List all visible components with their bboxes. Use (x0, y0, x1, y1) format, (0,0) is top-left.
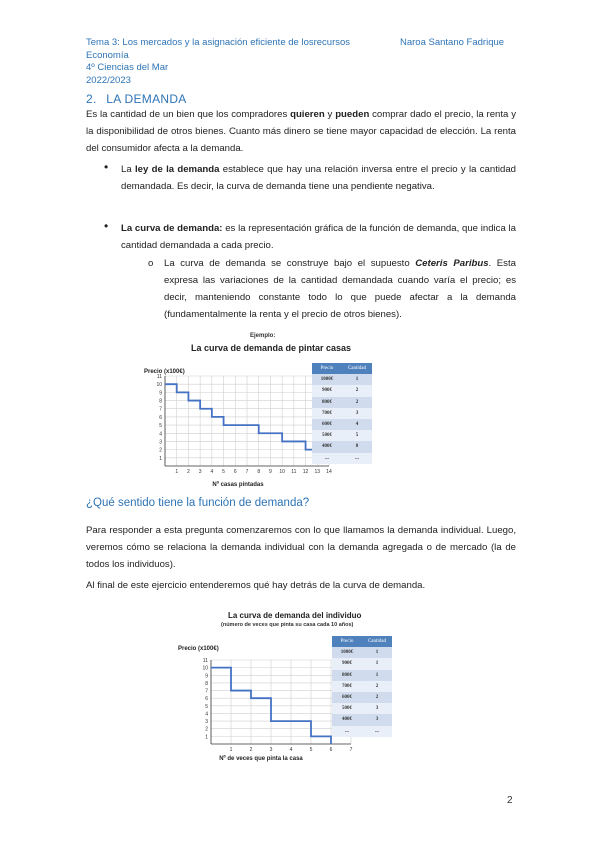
subbullet-ceteris-paribus (164, 255, 516, 323)
x-tick-label: 12 (302, 469, 309, 475)
intro-text: comprar dado el precio, la renta y la disponibilidad de otros bienes. Cuanto más dinero se tiene mayor capacidad de elección. La renta del consumidor afecta a la demanda. (86, 109, 516, 154)
x-tick-label: 13 (314, 469, 321, 475)
table-cell: 800€ (332, 670, 362, 681)
demand-curve-line (165, 384, 317, 458)
table-row (312, 453, 372, 464)
y-tick-label: 1 (205, 734, 208, 741)
y-tick-label: 7 (205, 688, 208, 695)
subbullet-text: . Esta expresa las variaciones de la cantidad demandada cuando varía el precio; es decir, manteniendo constante todo lo que puede afectar a la demanda (fundamentalmente la renta y el precio de otros bienes). (164, 258, 516, 320)
table-row (332, 726, 392, 737)
table-row (312, 430, 372, 441)
figure-1-table (312, 363, 372, 464)
y-tick-label: 9 (159, 390, 162, 397)
x-tick-label: 1 (175, 469, 179, 475)
header-course: Economía (86, 49, 129, 61)
intro-text: y (324, 109, 336, 120)
table-header-cell: Cantidad (342, 363, 372, 374)
table-header-cell: Precio (332, 636, 362, 647)
header-author: Naroa Santano Fadrique (400, 37, 505, 48)
y-tick-label: 5 (205, 703, 208, 710)
header-subject: Tema 3: Los mercados y la asignación eficiente de losrecursos (86, 37, 351, 48)
section-title: LA DEMANDA (106, 92, 187, 106)
y-tick-label: 7 (159, 406, 162, 413)
table-cell: 900€ (312, 385, 342, 396)
y-tick-label: 6 (159, 414, 162, 421)
paragraph-conclusion: Al final de este ejercicio entenderemos qué hay detrás de la curva de demanda. (86, 580, 426, 591)
x-tick-label: 5 (309, 747, 313, 753)
bullet-text: es la representación gráfica de la función de demanda, que indica la cantidad demandada a cada precio. (121, 223, 516, 251)
table-row (312, 385, 372, 396)
bullet-dot: • (104, 160, 109, 174)
intro-paragraph (86, 106, 516, 157)
table-row (332, 692, 392, 703)
y-axis-label: Precio (x100€) (178, 646, 219, 652)
figure-1-subtitle: Ejemplo: (250, 333, 276, 339)
table-row (332, 714, 392, 725)
table-cell: 4 (342, 419, 372, 430)
x-tick-label: 6 (329, 747, 333, 753)
x-tick-label: 6 (233, 469, 237, 475)
figure-2-subtitle: (número de veces que pinta su casa cada 10 años) (221, 622, 354, 628)
figure-2-title: La curva de demanda del individuo (228, 611, 362, 620)
x-tick-label: 3 (198, 469, 202, 475)
intro-bold-pueden: pueden (335, 109, 370, 120)
table-header-row (312, 363, 372, 374)
y-tick-label: 4 (159, 431, 162, 438)
table-row (312, 441, 372, 452)
section-number: 2. (86, 92, 97, 106)
subbullet-text: La curva de demanda se construye bajo el supuesto (164, 258, 416, 269)
figure-1-title: La curva de demanda de pintar casas (191, 343, 352, 353)
table-cell: ... (332, 726, 362, 737)
table-cell: 700€ (312, 408, 342, 419)
table-cell: 1000€ (332, 647, 362, 658)
table-row (332, 703, 392, 714)
y-tick-label: 6 (205, 696, 208, 703)
x-tick-label: 5 (222, 469, 225, 475)
table-cell: 500€ (332, 703, 362, 714)
table-cell: 1 (362, 670, 392, 681)
x-tick-label: 4 (289, 747, 293, 753)
y-tick-label: 1 (159, 455, 162, 462)
table-header-cell: Cantidad (362, 636, 392, 647)
table-cell: 1000€ (312, 374, 342, 385)
x-tick-label: 10 (279, 469, 285, 475)
y-tick-label: 11 (202, 658, 208, 664)
y-axis-label: Precio (x100€) (144, 369, 185, 375)
intro-bold-quieren: quieren (290, 109, 325, 120)
page-number: 2 (507, 795, 513, 806)
bullet-dot: • (104, 219, 109, 233)
x-tick-label: 9 (269, 469, 272, 475)
section-heading (86, 92, 187, 106)
question-heading: ¿Qué sentido tiene la función de demanda? (86, 497, 310, 509)
table-cell: 900€ (332, 658, 362, 669)
table-cell: 400€ (332, 714, 362, 725)
y-tick-label: 3 (159, 439, 162, 446)
y-tick-label: 5 (159, 423, 162, 430)
table-cell: 2 (342, 397, 372, 408)
figure-1-chart (140, 362, 340, 494)
table-cell: ... (362, 726, 392, 737)
subbullet-bold: Ceteris Paribus (415, 258, 489, 269)
y-tick-label: 9 (205, 673, 208, 680)
table-cell: 400€ (312, 441, 342, 452)
bullet-text: La (121, 164, 135, 175)
table-cell: 700€ (332, 681, 362, 692)
table-cell: 600€ (332, 692, 362, 703)
table-cell: 1 (362, 647, 392, 658)
bullet-bold: ley de la demanda (134, 164, 220, 175)
figure-2-table (332, 636, 392, 737)
y-tick-label: 8 (159, 398, 162, 405)
x-axis-label: Nº de veces que pinta la casa (219, 756, 303, 762)
table-cell: 3 (362, 714, 392, 725)
x-tick-label: 14 (326, 469, 332, 475)
x-axis-label: Nº casas pintadas (212, 482, 264, 488)
header-year: 2022/2023 (86, 74, 131, 86)
table-header-row (332, 636, 392, 647)
table-cell: 800€ (312, 397, 342, 408)
table-cell: 2 (362, 681, 392, 692)
table-cell: 1 (342, 374, 372, 385)
y-tick-label: 10 (202, 665, 208, 672)
bullet-bold: La curva de demanda: (121, 223, 223, 234)
y-tick-label: 3 (205, 719, 208, 726)
table-cell: 8 (342, 441, 372, 452)
table-cell: 5 (342, 430, 372, 441)
table-cell: ... (312, 453, 342, 464)
table-cell: 2 (342, 385, 372, 396)
x-tick-label: 7 (245, 469, 249, 475)
y-tick-label: 10 (156, 382, 162, 389)
table-cell: ... (342, 453, 372, 464)
table-row (312, 419, 372, 430)
table-cell: 3 (362, 703, 392, 714)
x-tick-label: 1 (229, 747, 233, 753)
y-tick-label: 4 (205, 711, 208, 718)
table-cell: 3 (342, 408, 372, 419)
table-cell: 600€ (312, 419, 342, 430)
x-tick-label: 4 (210, 469, 214, 475)
y-tick-label: 2 (205, 726, 208, 733)
y-tick-label: 8 (205, 680, 208, 687)
table-cell: 1 (362, 658, 392, 669)
x-tick-label: 2 (249, 747, 253, 753)
bullet-ley-demanda (121, 161, 516, 195)
y-tick-label: 11 (156, 374, 162, 380)
x-tick-label: 7 (349, 747, 353, 753)
table-row (312, 397, 372, 408)
table-header-cell: Precio (312, 363, 342, 374)
bullet-text: establece que hay una relación inversa entre el precio y la cantidad demandada. Es decir, la curva de demanda tiene una pendiente negativa. (121, 164, 516, 192)
table-cell: 500€ (312, 430, 342, 441)
table-cell: 2 (362, 692, 392, 703)
bullet-curva-demanda (121, 220, 516, 254)
subbullet-marker: o (148, 258, 154, 269)
header-degree: 4º Ciencias del Mar (86, 62, 169, 73)
table-row (332, 658, 392, 669)
table-row (332, 670, 392, 681)
paragraph-individual-demand: Para responder a esta pregunta comenzaremos con lo que llamamos la demanda individual. Luego, veremos cómo se relaciona la demanda individual con la demanda agregada o de mercado (la de todos los individuos). (86, 525, 516, 570)
intro-text: Es la cantidad de un bien que los compradores (86, 109, 291, 120)
y-tick-label: 2 (159, 447, 162, 454)
x-tick-label: 3 (269, 747, 273, 753)
x-tick-label: 11 (291, 469, 297, 475)
table-row (312, 408, 372, 419)
x-tick-label: 8 (257, 469, 261, 475)
table-row (332, 681, 392, 692)
x-tick-label: 2 (187, 469, 190, 475)
table-row (332, 647, 392, 658)
table-row (312, 374, 372, 385)
